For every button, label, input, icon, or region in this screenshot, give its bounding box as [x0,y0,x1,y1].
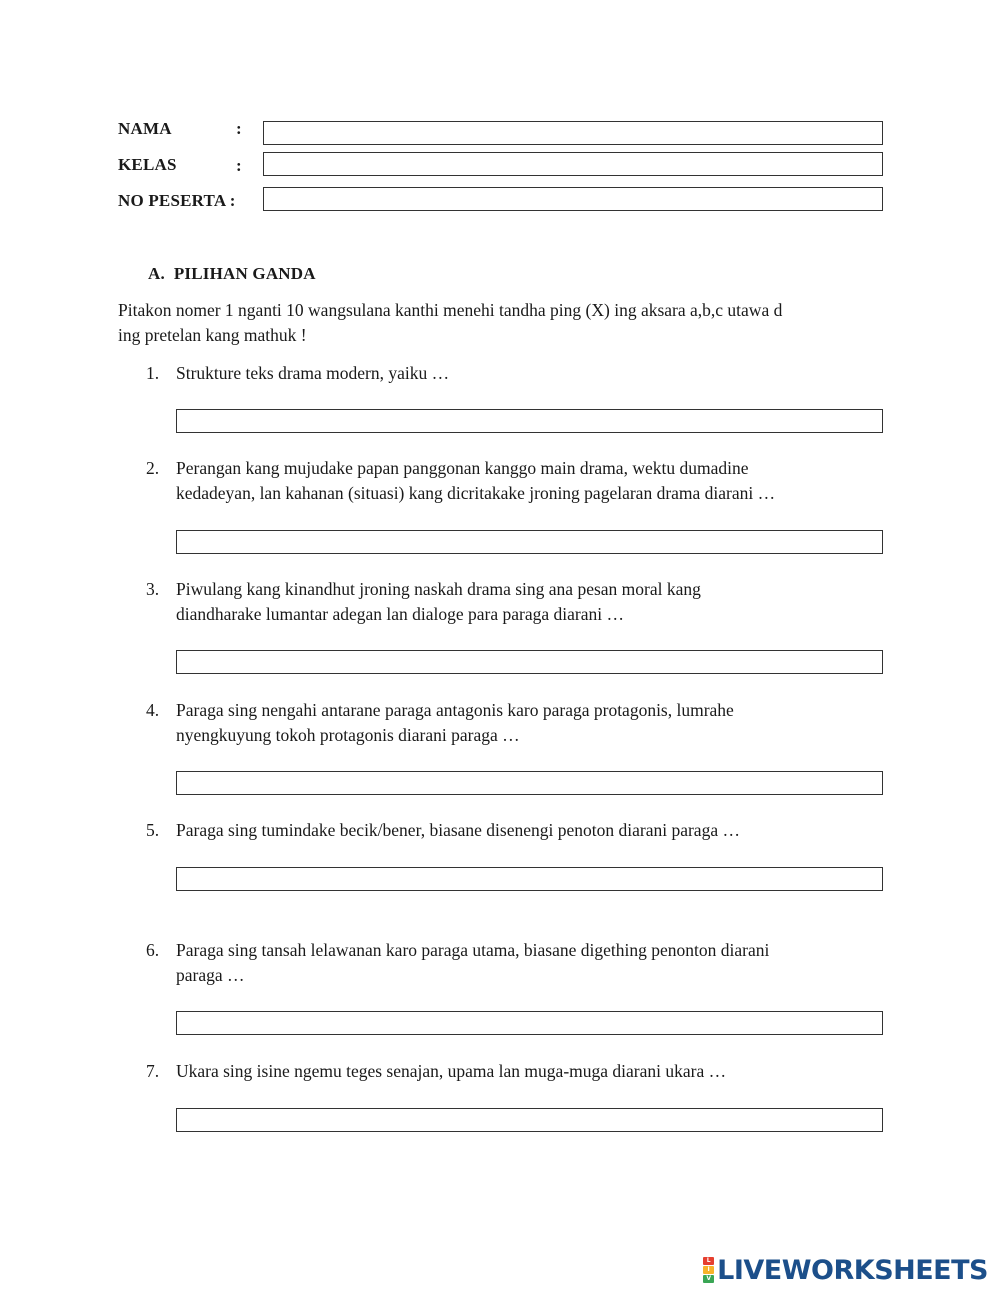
question-text: Perangan kang mujudake papan panggonan kanggo main drama, wektu dumadine [176,458,749,478]
question-number: 5. [146,820,160,840]
question-text: kedadeyan, lan kahanan (situasi) kang dicritakake jroning pagelaran drama diarani … [176,483,776,503]
question-number: 1. [146,363,160,383]
answer-field[interactable] [176,867,883,891]
question-text: nyengkuyung tokoh protagonis diarani paraga … [176,725,520,745]
nama-input[interactable] [264,122,882,144]
mark-letter: I [703,1266,714,1274]
answer-field[interactable] [176,771,883,795]
nama-colon: : [236,119,242,138]
answer-input[interactable] [177,868,882,890]
question-number: 2. [146,458,160,478]
kelas-field[interactable] [263,152,883,176]
no-peserta-input[interactable] [264,188,882,210]
question-text: Paraga sing nengahi antarane paraga antagonis karo paraga protagonis, lumrahe [176,700,734,720]
answer-field[interactable] [176,530,883,554]
mark-letter: L [703,1257,714,1265]
answer-field[interactable] [176,1108,883,1132]
kelas-input[interactable] [264,153,882,175]
answer-field[interactable] [176,409,883,433]
answer-input[interactable] [177,410,882,432]
no-peserta-label: NO PESERTA : [118,191,236,210]
answer-input[interactable] [177,651,882,673]
question-text: Paraga sing tansah lelawanan karo paraga utama, biasane digething penonton diarani [176,940,770,960]
kelas-label: KELAS [118,155,177,174]
answer-field[interactable] [176,650,883,674]
section-title: A. PILIHAN GANDA [148,264,316,283]
logo-text: LIVEWORKSHEETS [717,1254,988,1286]
answer-input[interactable] [177,772,882,794]
answer-input[interactable] [177,1012,882,1034]
question-text: Paraga sing tumindake becik/bener, biasane disenengi penoton diarani paraga … [176,820,740,840]
question-text: paraga … [176,965,245,985]
no-peserta-field[interactable] [263,187,883,211]
question-number: 7. [146,1061,160,1081]
question-text: Piwulang kang kinandhut jroning naskah drama sing ana pesan moral kang [176,579,701,599]
nama-label: NAMA [118,119,172,138]
nama-field[interactable] [263,121,883,145]
mark-letter: V [703,1275,714,1283]
answer-field[interactable] [176,1011,883,1035]
answer-input[interactable] [177,531,882,553]
answer-input[interactable] [177,1109,882,1131]
liveworksheets-logo [703,1254,988,1286]
question-text: diandharake lumantar adegan lan dialoge para paraga diarani … [176,604,624,624]
question-number: 6. [146,940,160,960]
liveworksheets-mark-icon [703,1257,714,1283]
kelas-colon: : [236,156,242,175]
question-number: 4. [146,700,160,720]
instruction-line-1: Pitakon nomer 1 nganti 10 wangsulana kanthi menehi tandha ping (X) ing aksara a,b,c utawa d [118,300,783,320]
question-text: Ukara sing isine ngemu teges senajan, upama lan muga-muga diarani ukara … [176,1061,727,1081]
instruction-line-2: ing pretelan kang mathuk ! [118,325,307,345]
question-text: Strukture teks drama modern, yaiku … [176,363,450,383]
question-number: 3. [146,579,160,599]
